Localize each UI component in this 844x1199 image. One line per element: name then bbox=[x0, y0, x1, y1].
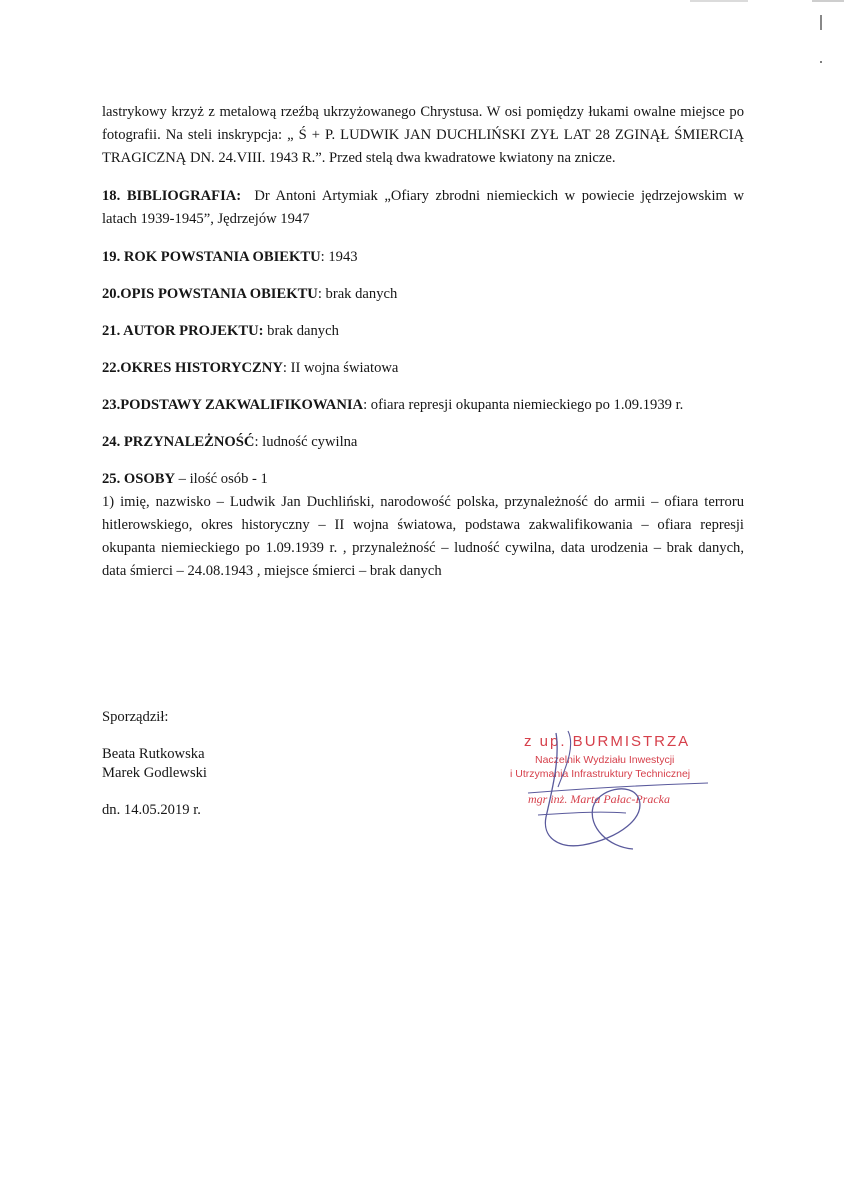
monument-description: lastrykowy krzyż z metalową rzeźbą ukrzyżowanego Chrystusa. W osi pomiędzy łukami owalne miejsce po fotografii. Na steli inskrypcja: „ Ś + P. LUDWIK JAN DUCHLIŃSKI ZYŁ LAT 28 ZGINĄŁ ŚMIERCIĄ TRAGICZNĄ DN. 24.VIII. 1943 R.”. Przed stelą dwa kwadratowe kwiatony na znicze. bbox=[102, 104, 744, 166]
section-persons bbox=[102, 468, 744, 491]
stamp-line-3: i Utrzymania Infrastruktury Technicznej bbox=[510, 768, 691, 780]
section-origin bbox=[102, 283, 744, 306]
section-period bbox=[102, 357, 744, 380]
handwritten-signature bbox=[498, 727, 728, 867]
section-qualification bbox=[102, 394, 744, 417]
document-date: dn. 14.05.2019 r. bbox=[102, 802, 201, 818]
scan-edge-marks bbox=[0, 0, 844, 10]
stamp-line-4: mgr inż. Marta Pałac-Pracka bbox=[528, 792, 670, 806]
section-label: 21. AUTOR PROJEKTU: bbox=[102, 323, 264, 339]
section-author bbox=[102, 320, 744, 343]
section-label: 18. BIBLIOGRAFIA: bbox=[102, 188, 242, 204]
preparer-name-1: Beata Rutkowska bbox=[102, 746, 205, 762]
section-affiliation bbox=[102, 431, 744, 454]
section-label: 20.OPIS POWSTANIA OBIEKTU bbox=[102, 286, 318, 302]
section-value: : ludność cywilna bbox=[254, 434, 358, 450]
scan-margin-marks bbox=[815, 10, 827, 70]
section-label: 24. PRZYNALEŻNOŚĆ bbox=[102, 434, 255, 450]
preparer-name-2: Marek Godlewski bbox=[102, 765, 207, 781]
section-label: 19. ROK POWSTANIA OBIEKTU bbox=[102, 249, 321, 265]
section-label: 25. OSOBY bbox=[102, 471, 175, 487]
document-body bbox=[102, 101, 744, 583]
persons-details: 1) imię, nazwisko – Ludwik Jan Duchliński, narodowość polska, przynależność do armii – ofiara terroru hitlerowskiego, okres historyczny – II wojna światowa, podstawa zakwalifikowania – ofiara represji okupanta niemieckiego po 1.09.1939 r. , przynależność – ludność cywilna, data urodzenia – brak danych, data śmierci – 24.08.1943 , miejsce śmierci – brak danych bbox=[102, 494, 744, 579]
section-value: brak danych bbox=[267, 323, 339, 339]
section-value: : 1943 bbox=[320, 249, 358, 265]
section-bibliography bbox=[102, 185, 744, 231]
section-label: 22.OKRES HISTORYCZNY bbox=[102, 360, 283, 376]
persons-count: – ilość osób - 1 bbox=[178, 471, 268, 487]
stamp-line-2: Naczelnik Wydziału Inwestycji bbox=[535, 754, 675, 766]
section-value: Dr Antoni Artymiak „Ofiary zbrodni niemieckich w powiecie jędrzejowskim w latach 1939-1945”, Jędrzejów 1947 bbox=[102, 188, 744, 227]
section-value: : brak danych bbox=[317, 286, 398, 302]
section-value: : II wojna światowa bbox=[282, 360, 399, 376]
section-label: 23.PODSTAWY ZAKWALIFIKOWANIA bbox=[102, 397, 364, 413]
stamp-line-1: z up. BURMISTRZA bbox=[524, 733, 691, 750]
section-year bbox=[102, 246, 744, 269]
prepared-by-label: Sporządził: bbox=[102, 709, 169, 725]
section-value: : ofiara represji okupanta niemieckiego po 1.09.1939 r. bbox=[363, 397, 684, 413]
